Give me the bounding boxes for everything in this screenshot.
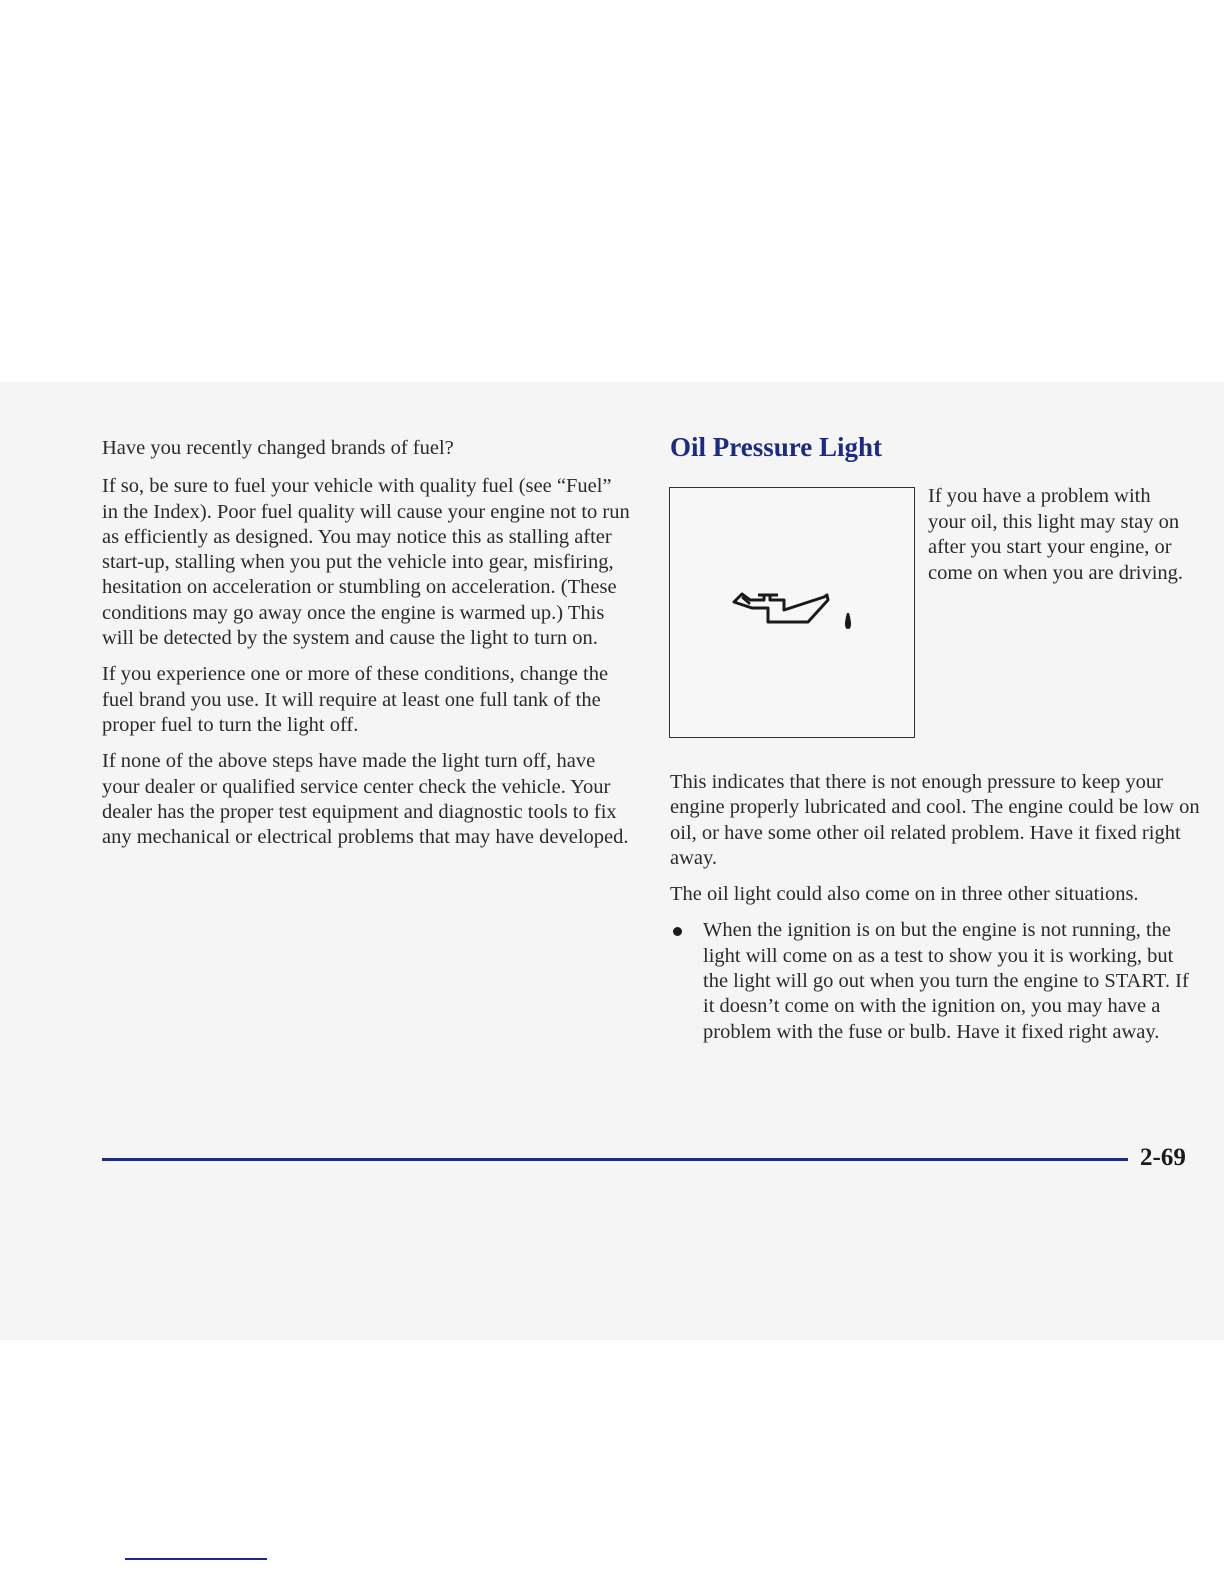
fuel-brand-paragraph: If you experience one or more of these conditions, change the fuel brand you use. It will require at least one full tank of the proper fuel to turn the light off. [102, 663, 609, 736]
right-column [670, 770, 1200, 1045]
situations-list [670, 918, 1200, 1044]
pressure-paragraph: This indicates that there is not enough pressure to keep your engine properly lubricated and cool. The engine could be low on oil, or have some other oil related problem. Have it fixed right away. [670, 771, 1200, 869]
oil-light-description: If you have a problem with your oil, this light may stay on after you start your engine, or come on when you are driving. [928, 485, 1184, 584]
bullet-icon [673, 927, 682, 936]
situations-paragraph: The oil light could also come on in three other situations. [670, 883, 1139, 906]
fuel-quality-paragraph: If so, be sure to fuel your vehicle with quality fuel (see “Fuel” in the Index). Poor fuel quality will cause your engine not to run as efficiently as designed. You may notice this as stalling after start-up, stalling when you put the vehicle into gear, misfiring, hesitation on acceleration or stumbling on acceleration. (These conditions may go away once the engine is warmed up.) This will be detected by the system and cause the light to turn on. [102, 475, 630, 650]
oil-pressure-light-figure [669, 487, 915, 738]
page-number: 2-69 [1140, 1144, 1186, 1171]
footer-divider [102, 1158, 1128, 1161]
oil-can-icon [728, 588, 858, 644]
list-item-text: When the ignition is on but the engine is not running, the light will come on as a test to show you it is working, but the light will go out when you turn the engine to START. If it doesn’t come on with the ignition on, you may have a problem with the fuse or bulb. Have it fixed right away. [703, 919, 1189, 1043]
left-column [102, 436, 632, 861]
dealer-service-paragraph: If none of the above steps have made the light turn off, have your dealer or qualified service center check the vehicle. Your dealer has the proper test equipment and diagnostic tools to fix any mechanical or electrical problems that may have developed. [102, 750, 629, 849]
bottom-divider [125, 1558, 267, 1560]
fuel-question: Have you recently changed brands of fuel? [102, 437, 454, 459]
list-item [670, 918, 1200, 1044]
section-title-oil-pressure-light: Oil Pressure Light [670, 432, 883, 462]
